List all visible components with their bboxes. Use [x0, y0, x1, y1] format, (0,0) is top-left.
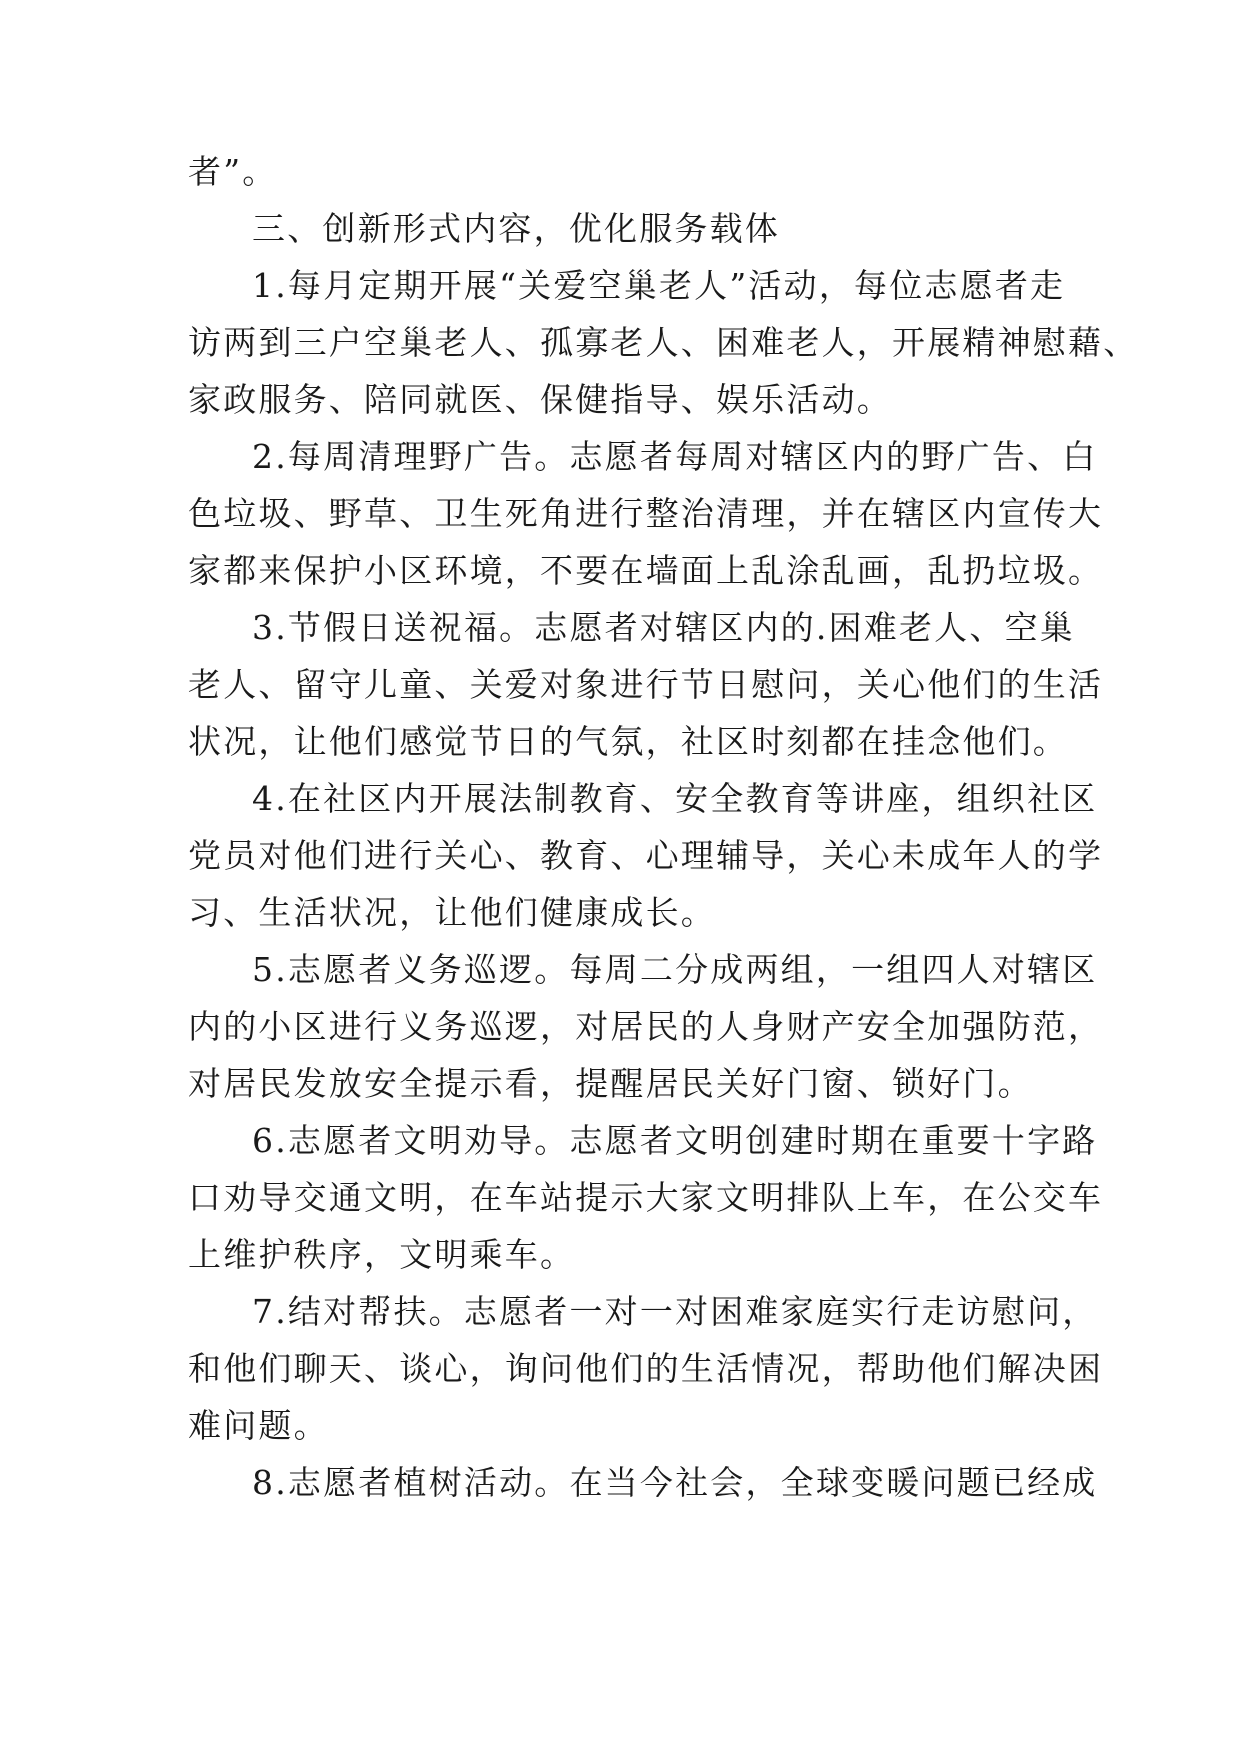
text-line: 4.在社区内开展法制教育、安全教育等讲座，组织社区: [252, 779, 1098, 818]
text-line: 老人、留守儿童、关爱对象进行节日慰问，关心他们的生活: [188, 665, 1104, 704]
text-line: 访两到三户空巢老人、孤寡老人、困难老人，开展精神慰藉、: [188, 323, 1139, 362]
text-line: 3.节假日送祝福。志愿者对辖区内的.困难老人、空巢: [252, 608, 1075, 647]
text-line: 色垃圾、野草、卫生死角进行整治清理，并在辖区内宣传大: [188, 494, 1104, 533]
section-heading: 三、创新形式内容，优化服务载体: [252, 209, 780, 248]
text-line: 状况，让他们感觉节日的气氛，社区时刻都在挂念他们。: [188, 722, 1068, 761]
text-line: 难问题。: [188, 1406, 329, 1445]
text-line: 内的小区进行义务巡逻，对居民的人身财产安全加强防范，: [188, 1007, 1104, 1046]
text-line: 6.志愿者文明劝导。志愿者文明创建时期在重要十字路: [252, 1121, 1098, 1160]
text-line: 口劝导交通文明，在车站提示大家文明排队上车，在公交车: [188, 1178, 1104, 1217]
text-line: 5.志愿者义务巡逻。每周二分成两组，一组四人对辖区: [252, 950, 1098, 989]
text-line: 党员对他们进行关心、教育、心理辅导，关心未成年人的学: [188, 836, 1104, 875]
text-line: 家政服务、陪同就医、保健指导、娱乐活动。: [188, 380, 892, 419]
text-line: 对居民发放安全提示看，提醒居民关好门窗、锁好门。: [188, 1064, 1033, 1103]
text-line: 者”。: [188, 152, 278, 191]
text-line: 和他们聊天、谈心，询问他们的生活情况，帮助他们解决困: [188, 1349, 1104, 1388]
text-line: 8.志愿者植树活动。在当今社会，全球变暖问题已经成: [252, 1463, 1098, 1502]
text-line: 习、生活状况，让他们健康成长。: [188, 893, 716, 932]
text-line: 1.每月定期开展“关爱空巢老人”活动，每位志愿者走: [252, 266, 1066, 305]
text-line: 上维护秩序，文明乘车。: [188, 1235, 576, 1274]
text-line: 家都来保护小区环境，不要在墙面上乱涂乱画，乱扔垃圾。: [188, 551, 1104, 590]
text-line: 7.结对帮扶。志愿者一对一对困难家庭实行走访慰问，: [252, 1292, 1098, 1331]
text-line: 2.每周清理野广告。志愿者每周对辖区内的野广告、白: [252, 437, 1098, 476]
